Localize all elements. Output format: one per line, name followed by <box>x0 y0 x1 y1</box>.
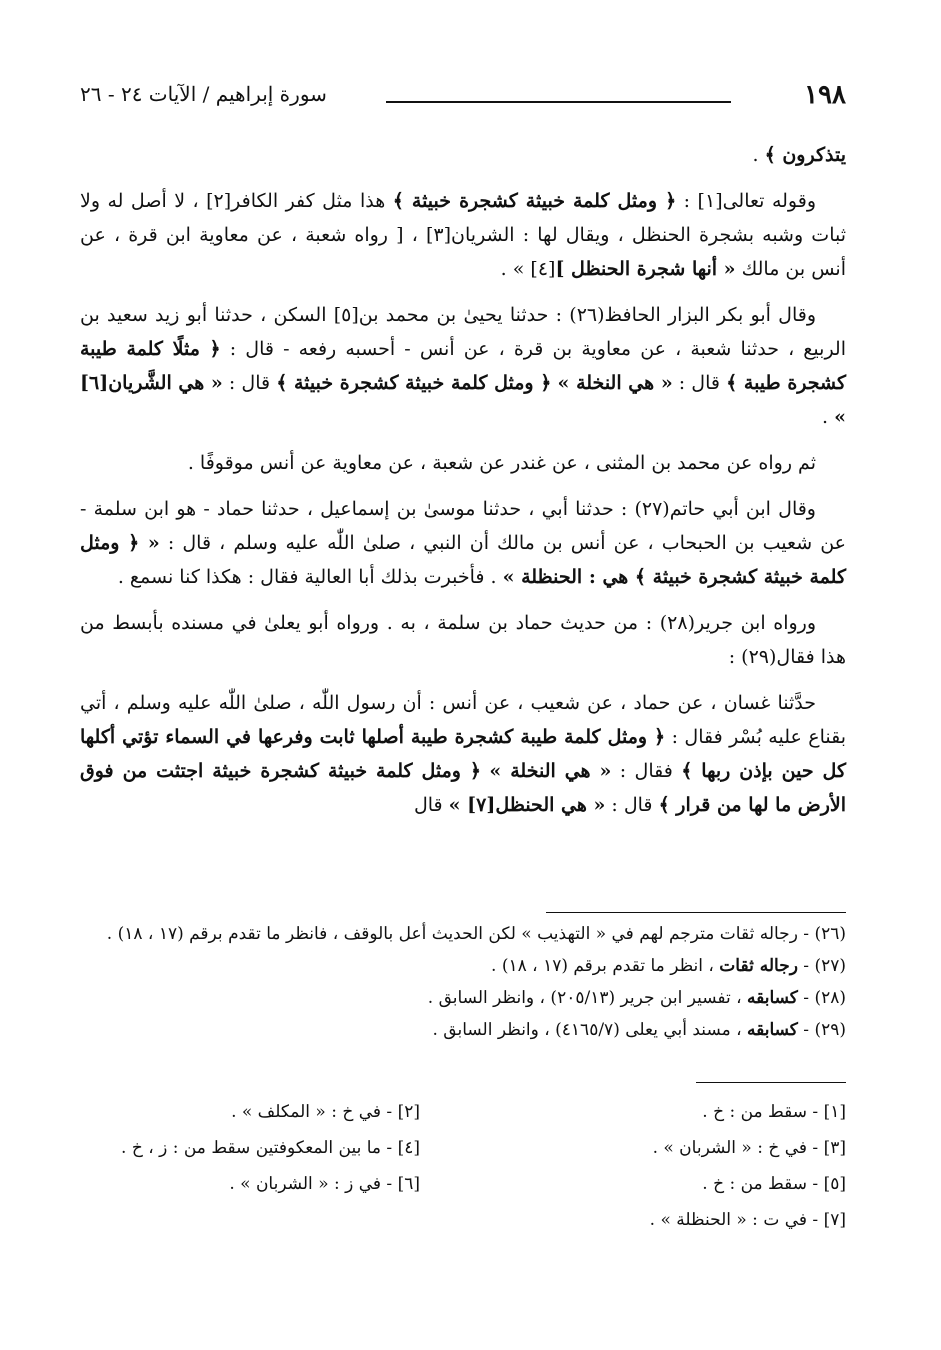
quote-text: ﴿ ومثل كلمة خبيثة كشجرة خبيثة ﴾ <box>276 372 552 394</box>
text-run: ثم رواه عن محمد بن المثنى ، عن غندر عن شعبة ، عن معاوية عن أنس موقوفًا . <box>187 452 816 474</box>
text-run: قال : <box>222 372 277 394</box>
quote-text: يتذكرون ﴾ <box>764 144 846 166</box>
text-run: . <box>822 406 835 428</box>
footnote-number: (٢٩) - <box>797 1020 846 1040</box>
running-head <box>80 80 846 120</box>
quote-text: ﴿ مثلًا كلمة طيبة كشجرة طيبة ﴾ <box>80 338 847 394</box>
text-run: حدَّثنا غسان ، عن حماد ، عن شعيب ، عن أنس : أن رسول اللّٰه ، صلىٰ اللّٰه عليه وسلم ، أتي بقناع عليه بُسْر فقال : <box>80 692 847 748</box>
text-run: قال <box>413 794 449 816</box>
footnotes <box>80 918 846 1046</box>
footnote-text: رجاله ثقات مترجم لهم في « التهذيب » لكن الحديث أعل بالوقف ، فانظر ما تقدم برقم (١٧ ، ١٨) . <box>106 924 798 944</box>
variants-column-left <box>80 1094 420 1202</box>
variants-divider <box>696 1082 846 1083</box>
header-rule <box>386 101 731 103</box>
text-run: فقال : <box>611 760 682 782</box>
surah-title: سورة إبراهيم / الآيات ٢٤ - ٢٦ <box>80 82 327 106</box>
footnote-text: ، انظر ما تقدم برقم (١٧ ، ١٨) . <box>491 956 720 976</box>
footnote-label: كسابقه <box>747 988 798 1008</box>
quote-text: « ﴿ ومثل كلمة خبيثة كشجرة خبيثة ﴾ هي : الحنظلة » <box>80 532 846 588</box>
quote-text: ﴿ ومثل كلمة خبيثة كشجرة خبيثة ﴾ <box>392 190 677 212</box>
footnote-label: رجاله ثقات <box>719 956 798 976</box>
paragraph <box>80 184 846 286</box>
quote-text: ﴿ ومثل كلمة خبيثة كشجرة خبيثة اجتثت من فوق الأرض ما لها من قرار ﴾ <box>80 760 846 816</box>
variant-note: [١] - سقط من : خ . <box>702 1102 846 1122</box>
footnote-text: ، تفسير ابن جرير (٢٠٥/١٣) ، وانظر السابق . <box>427 988 748 1008</box>
text-run: . <box>752 144 765 166</box>
footnote-number: (٢٦) - <box>797 924 846 944</box>
text-run: ورواه ابن جرير(٢٨) : من حديث حماد بن سلمة ، به . ورواه أبو يعلىٰ في مسنده بأبسط من هذا فقال(٢٩) : <box>80 612 846 668</box>
paragraph <box>80 686 846 822</box>
paragraph <box>80 492 846 594</box>
variant-note: [٧] - في ت : « الحنظلة » . <box>649 1210 846 1230</box>
quote-text: « هي الحنظل[٧] » <box>448 794 606 816</box>
main-text <box>80 138 846 834</box>
quote-text: « هي الشَّريان[٦] » <box>80 372 846 428</box>
footnote-number: (٢٧) - <box>797 956 846 976</box>
footnote <box>80 1014 846 1046</box>
variant-note: [٤] - ما بين المعكوفتين سقط من : ز ، خ . <box>121 1138 420 1158</box>
variant-note: [٣] - في خ : « الشربان » . <box>652 1138 846 1158</box>
footnote <box>80 918 846 950</box>
footnote <box>80 982 846 1014</box>
quote-text: « هي النخلة » <box>489 760 612 782</box>
footnote <box>80 950 846 982</box>
quote-text: « أنها شجرة الحنظل ] <box>555 258 736 280</box>
paragraph <box>80 298 846 434</box>
variant-note: [٥] - سقط من : خ . <box>702 1174 846 1194</box>
text-run: قال : <box>605 794 659 816</box>
text-run: . فأخبرت بذلك أبا العالية فقال : هكذا كنا نسمع . <box>117 566 503 588</box>
quote-text: « هي النخلة » <box>557 372 673 394</box>
text-run: وقوله تعالى[١] : <box>676 190 816 212</box>
paragraph <box>80 446 846 480</box>
quote-text: ﴿ ومثل كلمة طيبة كشجرة طيبة أصلها ثابت وفرعها في السماء تؤتي أكلها كل حين بإذن ربها ﴾ <box>80 726 846 782</box>
variant-note: [٢] - في خ : « المكلف » . <box>231 1102 420 1122</box>
footnote-label: كسابقه <box>747 1020 798 1040</box>
variant-note: [٦] - في ز : « الشربان » . <box>229 1174 420 1194</box>
text-run: وقال ابن أبي حاتم(٢٧) : حدثنا أبي ، حدثنا موسىٰ بن إسماعيل ، حدثنا حماد - هو ابن سلمة - عن شعيب بن الحبحاب ، عن أنس بن مالك أن النبي ، صلىٰ اللّٰه عليه وسلم ، قال : <box>80 498 847 554</box>
footnote-divider <box>546 912 846 913</box>
text-run: قال : <box>672 372 727 394</box>
text-run: هذا مثل كفر الكافر[٢] ، لا أصل له ولا ثبات وشبه بشجرة الحنظل ، ويقال لها : الشريان[٣] ، [ رواه شعبة ، عن معاوية ابن قرة ، عن أنس بن مالك <box>80 190 846 280</box>
text-run: [٤] » . <box>500 258 556 280</box>
text-run: وقال أبو بكر البزار الحافظ(٢٦) : حدثنا يحيىٰ بن محمد بن[٥] السكن ، حدثنا أبو زيد سعيد بن الربيع ، حدثنا شعبة ، عن معاوية بن قرة ، عن أنس - أحسبه رفعه - قال : <box>80 304 846 360</box>
page-number: ١٩٨ <box>804 80 846 110</box>
footnote-text: ، مسند أبي يعلى (٤١٦٥/٧) ، وانظر السابق . <box>432 1020 748 1040</box>
paragraph <box>80 138 846 172</box>
variants-column-right <box>516 1094 846 1238</box>
footnote-number: (٢٨) - <box>797 988 846 1008</box>
paragraph <box>80 606 846 674</box>
